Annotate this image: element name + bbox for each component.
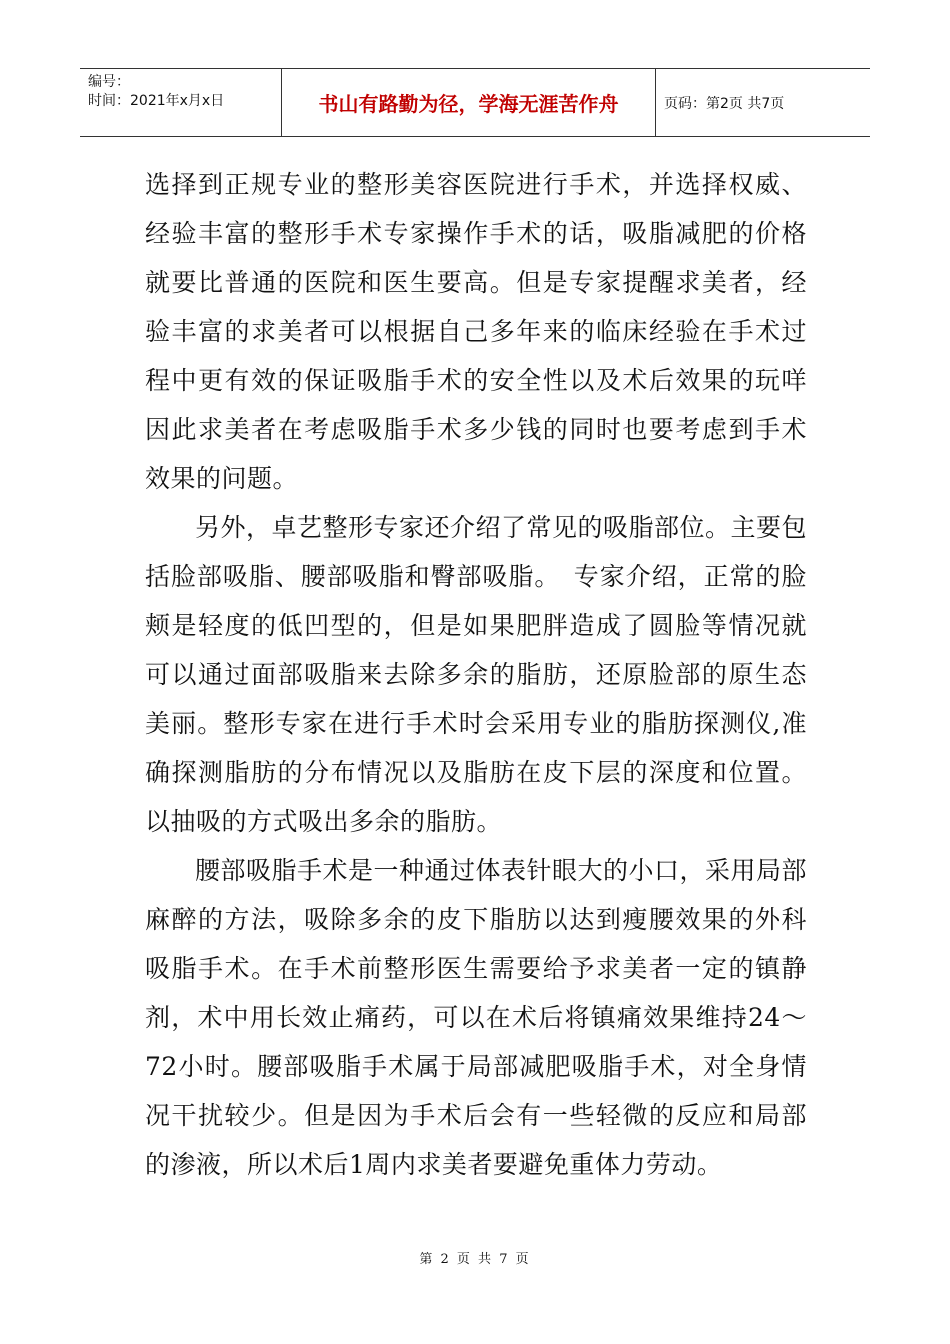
document-body	[145, 160, 807, 1189]
serial-number-label: 编号：	[88, 74, 130, 90]
page-footer: 第 2 页 共 7 页	[419, 1252, 531, 1267]
header-meta	[80, 69, 282, 136]
header-motto: 书山有路勤为径，学海无涯苦作舟	[282, 69, 656, 136]
paragraph-2: 另外，卓艺整形专家还介绍了常见的吸脂部位。主要包括脸部吸脂、腰部吸脂和臀部吸脂。 专家介绍，正常的脸颊是轻度的低凹型的，但是如果肥胖造成了圆脸等情况就可以通过面部吸脂来去除多余的脂肪，还原脸部的原生态美丽。整形专家在进行手术时会采用专业的脂肪探测仪,准确探测脂肪的分布情况以及脂肪在皮下层的深度和位置。以抽吸的方式吸出多余的脂肪。	[145, 513, 808, 836]
paragraph-1: 选择到正规专业的整形美容医院进行手术，并选择权威、经验丰富的整形手术专家操作手术的话，吸脂减肥的价格就要比普通的医院和医生要高。但是专家提醒求美者，经验丰富的求美者可以根据自己多年来的临床经验在手术过程中更有效的保证吸脂手术的安全性以及术后效果的玩咩因此求美者在考虑吸脂手术多少钱的同时也要考虑到手术效果的问题。	[145, 170, 807, 493]
date-line: 时间：2021年x月x日	[88, 93, 225, 109]
header-page-info: 页码：第2页 共7页	[664, 95, 785, 112]
page-header	[80, 68, 870, 137]
paragraph-3: 腰部吸脂手术是一种通过体表针眼大的小口，采用局部麻醉的方法，吸除多余的皮下脂肪以达到瘦腰效果的外科吸脂手术。在手术前整形医生需要给予求美者一定的镇静剂，术中用长效止痛药，可以在术后将镇痛效果维持24～72小时。腰部吸脂手术属于局部减肥吸脂手术，对全身情况干扰较少。但是因为手术后会有一些轻微的反应和局部的渗液，所以术后1周内求美者要避免重体力劳动。	[145, 856, 808, 1179]
